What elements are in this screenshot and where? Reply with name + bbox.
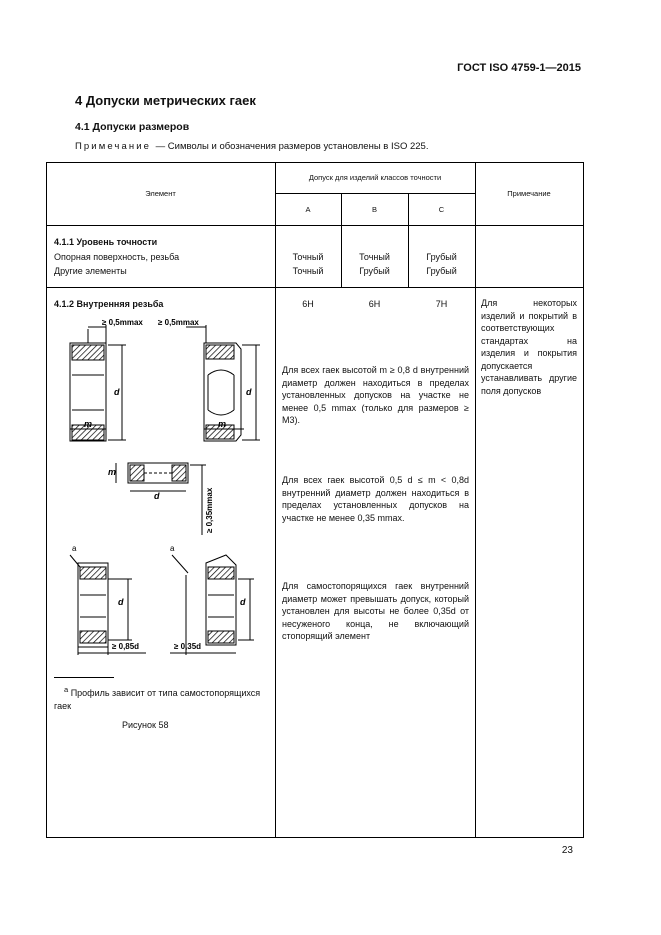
note-text: — Символы и обозначения размеров установлены в ISO 225. [153, 141, 429, 152]
row2-a: 6H [302, 299, 314, 309]
note-label: Примечание [75, 141, 151, 152]
dim-label-d-1: d [114, 387, 120, 397]
row2-remark: Для некоторых изделий и покрытий в соответствующих стандартах на изделия и покрытия допускается устанавливать другие поля допусков [481, 298, 577, 396]
dim-label-05m-2: ≥ 0,5mmax [158, 318, 199, 327]
dim-label-d-2: d [246, 387, 252, 397]
figure-footnote [54, 683, 266, 713]
profile-label-a-1: a [72, 544, 77, 553]
row2-text1: Для всех гаек высотой m ≥ 0,8 d внутренний диаметр должен находиться в пределах установленных допусков на участке не менее 0,5 mmax (только для размеров ≥ M3). [282, 365, 469, 425]
table-line-header [46, 225, 584, 226]
header-tolerance: Допуск для изделий классов точности [308, 173, 442, 182]
row1-a2: Точный [292, 266, 324, 276]
row1-line1: Опорная поверхность, резьба [54, 252, 180, 262]
header-class-a: A [305, 205, 311, 214]
figure-58-drawing [46, 305, 275, 665]
dim-label-d-3: d [154, 491, 160, 501]
row1-b1: Точный [359, 252, 390, 262]
dim-label-m-2: m [218, 419, 227, 429]
washer-section [116, 463, 206, 535]
dim-label-m-1: m [84, 419, 93, 429]
table-line-col4 [475, 162, 476, 838]
table-line-row1 [46, 287, 584, 288]
row1-title: 4.1.1 Уровень точности [54, 237, 158, 247]
figure-caption: Рисунок 58 [122, 720, 169, 730]
subsection-title: 4.1 Допуски размеров [75, 121, 190, 133]
row1-b2: Грубый [359, 266, 390, 276]
row1-c1: Грубый [426, 252, 457, 262]
dim-label-05m-1: ≥ 0,5mmax [102, 318, 143, 327]
section-title: 4 Допуски метрических гаек [75, 93, 256, 108]
footnote-text: Профиль зависит от типа самостопорящихся гаек [54, 688, 261, 711]
dim-label-m-3: m [108, 467, 117, 477]
dim-label-085d: ≥ 0,85d [112, 642, 140, 651]
dim-label-d-4: d [118, 597, 124, 607]
note-line [75, 141, 428, 152]
footnote-rule [54, 677, 114, 678]
row1-line2: Другие элементы [54, 266, 127, 276]
row2-c: 7H [435, 299, 448, 309]
row2-title: 4.1.2 Внутренняя резьба [54, 299, 164, 309]
row1-c2: Грубый [426, 266, 457, 276]
profile-label-a-2: a [170, 544, 175, 553]
table-border-right [583, 162, 584, 838]
dim-label-035m: ≥ 0,35mmax [205, 487, 214, 533]
row2-b: 6H [368, 299, 381, 309]
header-remark: Примечание [507, 189, 551, 198]
table-line-classes [275, 193, 475, 194]
document-header: ГОСТ ISO 4759-1—2015 [457, 62, 581, 74]
row1-a1: Точный [292, 252, 324, 262]
table-border-bottom [46, 837, 584, 838]
table-border-top [46, 162, 584, 163]
locknut-section-1 [70, 555, 146, 655]
row2-text3: Для самостопорящихся гаек внутренний диаметр может превышать допуск, который установлен для высоты не более 0,35d от несуженого конца, не включающий стопорящий элемент [282, 581, 469, 641]
dim-label-035d: ≥ 0,35d [174, 642, 202, 651]
nut-section-1 [70, 325, 126, 441]
row2-text2: Для всех гаек высотой 0,5 d ≤ m < 0,8d внутренний диаметр должен находиться в пределах установленных допусков на участке не менее 0,35 mmax. [282, 475, 469, 523]
dim-label-d-5: d [240, 597, 246, 607]
page-number: 23 [561, 845, 573, 856]
header-element: Элемент [145, 189, 176, 198]
footnote-mark: a [64, 685, 69, 694]
header-class-b: B [371, 205, 377, 214]
header-class-c: C [438, 205, 445, 214]
